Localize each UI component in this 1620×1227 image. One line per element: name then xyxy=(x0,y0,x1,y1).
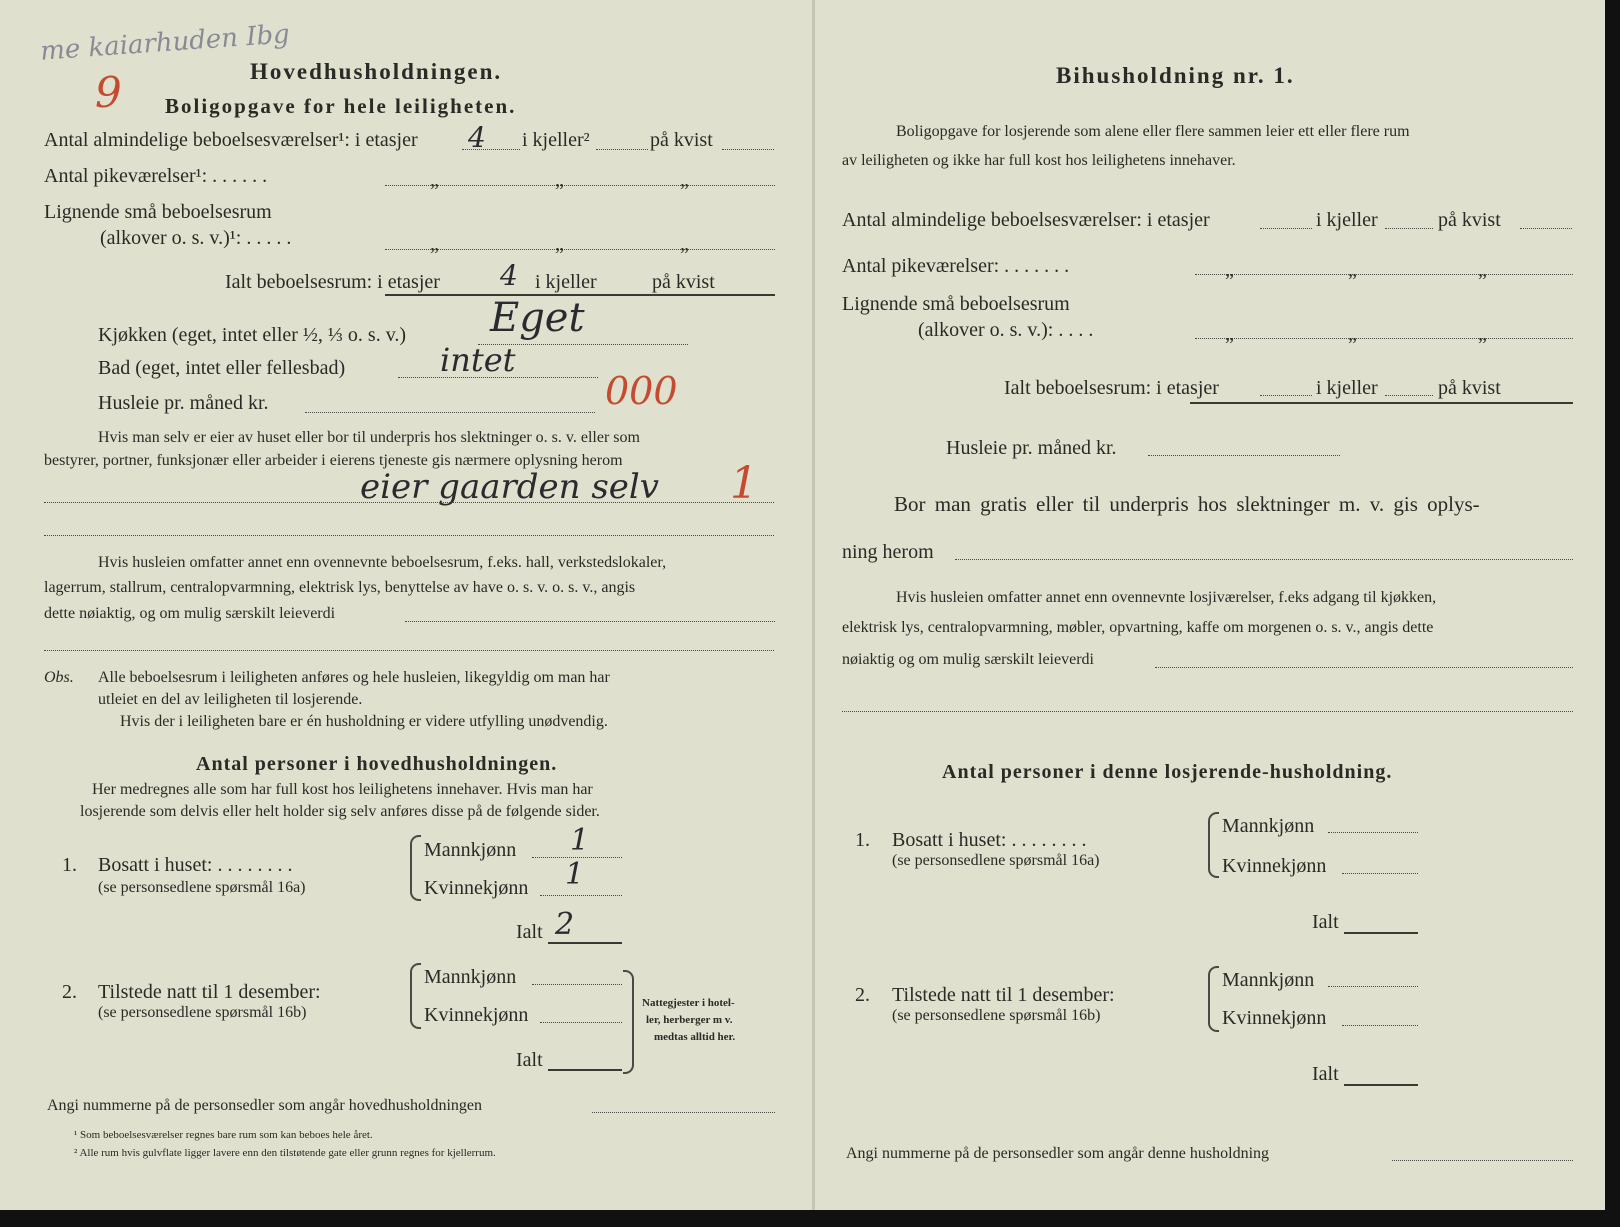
numbers-instruction: Angi nummerne på de personsedler som angår hovedhusholdningen xyxy=(47,1097,483,1114)
total-rooms-label: Ialt beboelsesrum: i etasjer xyxy=(225,271,440,293)
left-subtitle: Boligopgave for hele leiligheten. xyxy=(165,94,517,118)
q2-female-label: Kvinnekjønn xyxy=(424,1004,529,1026)
obs-text: utleiet en del av leiligheten til losjerende. xyxy=(98,691,363,708)
owner-text: bestyrer, portner, funksjonær eller arbeider i eierens tjeneste gis nærmere oplysning herom xyxy=(44,452,623,469)
q1-female-label: Kvinnekjønn xyxy=(424,877,529,899)
owner-mark: 1 xyxy=(730,458,758,509)
page-number-handwritten: 9 xyxy=(95,68,122,117)
right-numbers-instruction: Angi nummerne på de personsedler som angår denne husholdning xyxy=(846,1145,1270,1162)
rent-value[interactable]: 000 xyxy=(605,369,678,413)
ditto-mark: „ xyxy=(1478,259,1487,281)
persons-heading: Antal personer i hovedhusholdningen. xyxy=(196,753,558,775)
right-gratis-text: Bor man gratis eller til underpris hos slektninger m. v. gis oplys- xyxy=(894,492,1480,516)
left-title: Hovedhusholdningen. xyxy=(250,59,503,84)
ditto-mark: „ xyxy=(680,169,689,191)
night-guests-note: medtas alltid her. xyxy=(654,1031,736,1043)
footnote-1: ¹ Som beboelsesværelser regnes bare rum som kan beboes hele året. xyxy=(74,1129,373,1141)
kjeller-label: i kjeller² xyxy=(522,129,590,151)
right-q2-female-label: Kvinnekjønn xyxy=(1222,1007,1327,1029)
includes-text: dette nøiaktig, og om mulig særskilt leieverdi xyxy=(44,605,336,622)
q2-number: 2. xyxy=(62,981,77,1003)
right-intro: Boligopgave for losjerende som alene eller flere sammen leier ett eller flere rum xyxy=(896,123,1410,140)
small-rooms-label: Lignende små beboelsesrum xyxy=(44,201,272,223)
q2-label: Tilstede natt til 1 desember: xyxy=(98,981,321,1003)
ditto-mark: „ xyxy=(680,233,689,255)
right-maid-rooms-label: Antal pikeværelser: . . . . . . . xyxy=(842,255,1070,277)
night-guests-note: Nattegjester i hotel- xyxy=(642,997,735,1009)
obs-label: Obs. xyxy=(44,669,74,686)
right-q1-number: 1. xyxy=(855,829,870,851)
ditto-mark: „ xyxy=(1348,323,1357,345)
total-kjeller-label: i kjeller xyxy=(535,271,597,293)
bath-value[interactable]: intet xyxy=(440,341,516,379)
ditto-mark: „ xyxy=(1225,323,1234,345)
right-gratis-text: ning herom xyxy=(842,541,934,563)
right-includes-text: nøiaktig og om mulig særskilt leieverdi xyxy=(842,651,1094,668)
q1-label: Bosatt i huset: . . . . . . . . xyxy=(98,854,293,876)
obs-text: Alle beboelsesrum i leiligheten anføres og hele husleien, likegyldig om man har xyxy=(98,669,610,686)
right-q2-male-label: Mannkjønn xyxy=(1222,969,1315,991)
right-persons-heading: Antal personer i denne losjerende-husholdning. xyxy=(942,761,1393,783)
q2-sub: (se personsedlene spørsmål 16b) xyxy=(98,1004,307,1021)
right-q2-number: 2. xyxy=(855,984,870,1006)
right-includes-text: Hvis husleien omfatter annet enn ovennevnte losjiværelser, f.eks adgang til kjøkken, xyxy=(896,589,1437,606)
footnote-2: ² Alle rum hvis gulvflate ligger lavere enn den tilstøtende gate eller grunn regnes for kjellerrum. xyxy=(74,1147,496,1159)
ditto-mark: „ xyxy=(1225,259,1234,281)
right-kvist-label: på kvist xyxy=(1438,209,1501,231)
alcoves-label: (alkover o. s. v.)¹: . . . . . xyxy=(100,227,292,249)
q1-total-value[interactable]: 2 xyxy=(555,907,575,942)
right-q1-female-label: Kvinnekjønn xyxy=(1222,855,1327,877)
ditto-mark: „ xyxy=(1348,259,1357,281)
q1-sub: (se personsedlene spørsmål 16a) xyxy=(98,879,306,896)
kvist-label: på kvist xyxy=(650,129,713,151)
right-title: Bihusholdning nr. 1. xyxy=(1056,63,1295,88)
right-q1-sub: (se personsedlene spørsmål 16a) xyxy=(892,852,1100,869)
right-q1-total-label: Ialt xyxy=(1312,911,1339,933)
includes-text: lagerrum, stallrum, centralopvarmning, elektrisk lys, benyttelse av have o. s. v. o. s. v., angis xyxy=(44,579,636,596)
night-guests-note: ler, herberger m v. xyxy=(646,1014,733,1026)
ditto-mark: „ xyxy=(555,169,564,191)
center-fold xyxy=(812,0,815,1210)
persons-text: losjerende som delvis eller helt holder sig selv anføres disse på de følgende sider. xyxy=(80,803,600,820)
right-total-kvist-label: på kvist xyxy=(1438,377,1501,399)
ditto-mark: „ xyxy=(555,233,564,255)
right-intro: av leiligheten og ikke har full kost hos leilighetens innehaver. xyxy=(842,152,1236,169)
q1-total-label: Ialt xyxy=(516,921,543,943)
maid-rooms-label: Antal pikeværelser¹: . . . . . . xyxy=(44,165,268,187)
scan-edge xyxy=(1605,0,1620,1227)
kitchen-value[interactable]: Eget xyxy=(490,295,585,341)
right-kjeller-label: i kjeller xyxy=(1316,209,1378,231)
includes-text: Hvis husleien omfatter annet enn ovennevnte beboelsesrum, f.eks. hall, verkstedslokaler, xyxy=(98,554,667,571)
ditto-mark: „ xyxy=(430,169,439,191)
right-q2-total-label: Ialt xyxy=(1312,1063,1339,1085)
q1-male-label: Mannkjønn xyxy=(424,839,517,861)
right-small-rooms-label: Lignende små beboelsesrum xyxy=(842,293,1070,315)
right-alcoves-label: (alkover o. s. v.): . . . . xyxy=(918,319,1094,341)
ditto-mark: „ xyxy=(1478,323,1487,345)
bath-label: Bad (eget, intet eller fellesbad) xyxy=(98,357,346,379)
right-rent-label: Husleie pr. måned kr. xyxy=(946,437,1117,459)
right-q1-male-label: Mannkjønn xyxy=(1222,815,1315,837)
q1-number: 1. xyxy=(62,854,77,876)
margin-handwritten-note: me kaiarhuden Ibg xyxy=(39,19,291,67)
rent-label: Husleie pr. måned kr. xyxy=(98,392,269,414)
owner-text: Hvis man selv er eier av huset eller bor til underpris hos slektninger o. s. v. eller som xyxy=(98,429,640,446)
scan-edge xyxy=(0,1210,1620,1227)
right-q1-label: Bosatt i huset: . . . . . . . . xyxy=(892,829,1087,851)
rooms-row-label: Antal almindelige beboelsesværelser¹: i etasjer xyxy=(44,129,418,151)
right-total-kjeller-label: i kjeller xyxy=(1316,377,1378,399)
q2-male-label: Mannkjønn xyxy=(424,966,517,988)
q2-total-label: Ialt xyxy=(516,1049,543,1071)
total-kvist-label: på kvist xyxy=(652,271,715,293)
right-rooms-label: Antal almindelige beboelsesværelser: i etasjer xyxy=(842,209,1210,231)
persons-text: Her medregnes alle som har full kost hos leilighetens innehaver. Hvis man har xyxy=(92,781,593,798)
total-etasjer-value[interactable]: 4 xyxy=(500,259,518,292)
right-total-rooms-label: Ialt beboelsesrum: i etasjer xyxy=(1004,377,1219,399)
right-q2-label: Tilstede natt til 1 desember: xyxy=(892,984,1115,1006)
owner-value[interactable]: eier gaarden selv xyxy=(360,467,659,507)
q1-male-value[interactable]: 1 xyxy=(570,823,590,858)
kitchen-label: Kjøkken (eget, intet eller ½, ⅓ o. s. v.) xyxy=(98,324,407,346)
ditto-mark: „ xyxy=(430,233,439,255)
right-q2-sub: (se personsedlene spørsmål 16b) xyxy=(892,1007,1101,1024)
obs-text: Hvis der i leiligheten bare er én husholdning er videre utfylling unødvendig. xyxy=(120,713,608,730)
rooms-etasjer-value[interactable]: 4 xyxy=(468,121,486,154)
q1-female-value[interactable]: 1 xyxy=(565,857,585,892)
right-includes-text: elektrisk lys, centralopvarmning, møbler, opvartning, kaffe om morgenen o. s. v., angis dette xyxy=(842,619,1434,636)
